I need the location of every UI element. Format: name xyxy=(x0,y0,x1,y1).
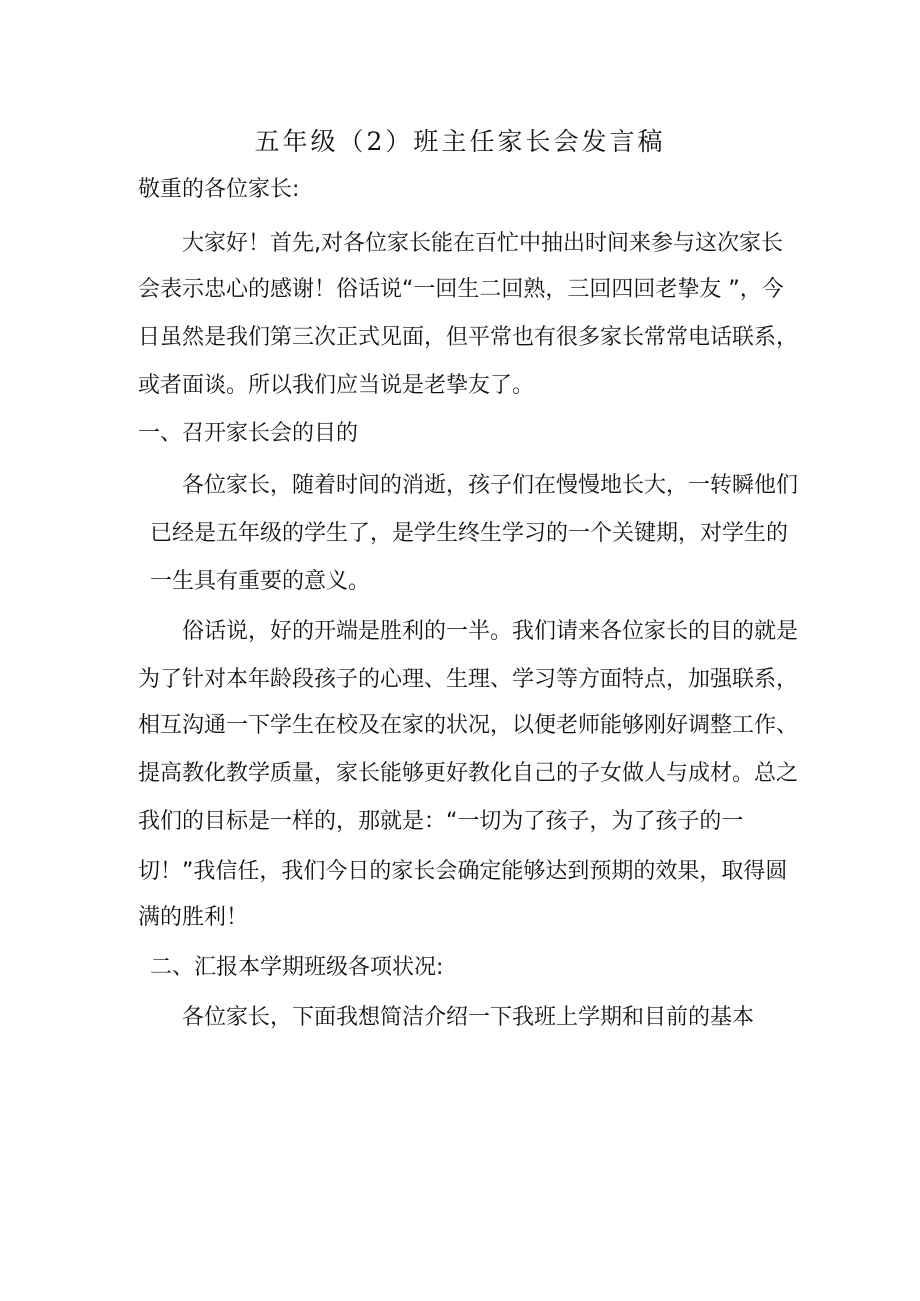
paragraph-line: 或者面谈。所以我们应当说是老挚友了。 xyxy=(138,373,535,398)
paragraph-line: 为了针对本年龄段孩子的心理、生理、学习等方面特点，加强联系， xyxy=(138,667,799,692)
paragraph-line: 一生具有重要的意义。 xyxy=(150,569,371,594)
section-heading-1: 一、召开家长会的目的 xyxy=(138,421,359,446)
paragraph-line: 日虽然是我们第三次正式见面，但平常也有很多家长常常电话联系， xyxy=(138,325,799,350)
paragraph-line: 大家好！首先,对各位家长能在百忙中抽出时间来参与这次家长 xyxy=(182,231,783,256)
paragraph-line: 已经是五年级的学生了，是学生终生学习的一个关键期，对学生的 xyxy=(150,521,789,546)
paragraph-line: 各位家长，下面我想简洁介绍一下我班上学期和目前的基本 xyxy=(182,1005,755,1030)
paragraph-line: 相互沟通一下学生在校及在家的状况，以便老师能够刚好调整工作、 xyxy=(138,713,799,738)
section-heading-2: 二、汇报本学期班级各项状况: xyxy=(150,955,444,980)
paragraph-line: 俗话说，好的开端是胜利的一半。我们请来各位家长的目的就是 xyxy=(182,619,799,644)
paragraph-line: 满的胜利！ xyxy=(138,905,249,930)
paragraph-line: 提高教化教学质量，家长能够更好教化自己的子女做人与成材。总之 xyxy=(138,761,799,786)
paragraph-line: 各位家长，随着时间的消逝，孩子们在慢慢地长大，一转瞬他们 xyxy=(182,473,799,498)
document-title: 五年级（2）班主任家长会发言稿 xyxy=(254,127,666,156)
paragraph-line: 切！”我信任，我们今日的家长会确定能够达到预期的效果，取得圆 xyxy=(138,859,788,884)
salutation: 敬重的各位家长: xyxy=(138,177,300,202)
paragraph-line: 会表示忠心的感谢！俗话说“一回生二回熟，三回四回老挚友 ”，今 xyxy=(138,277,784,302)
paragraph-line: 我们的目标是一样的，那就是：“一切为了孩子，为了孩子的一 xyxy=(138,809,744,834)
